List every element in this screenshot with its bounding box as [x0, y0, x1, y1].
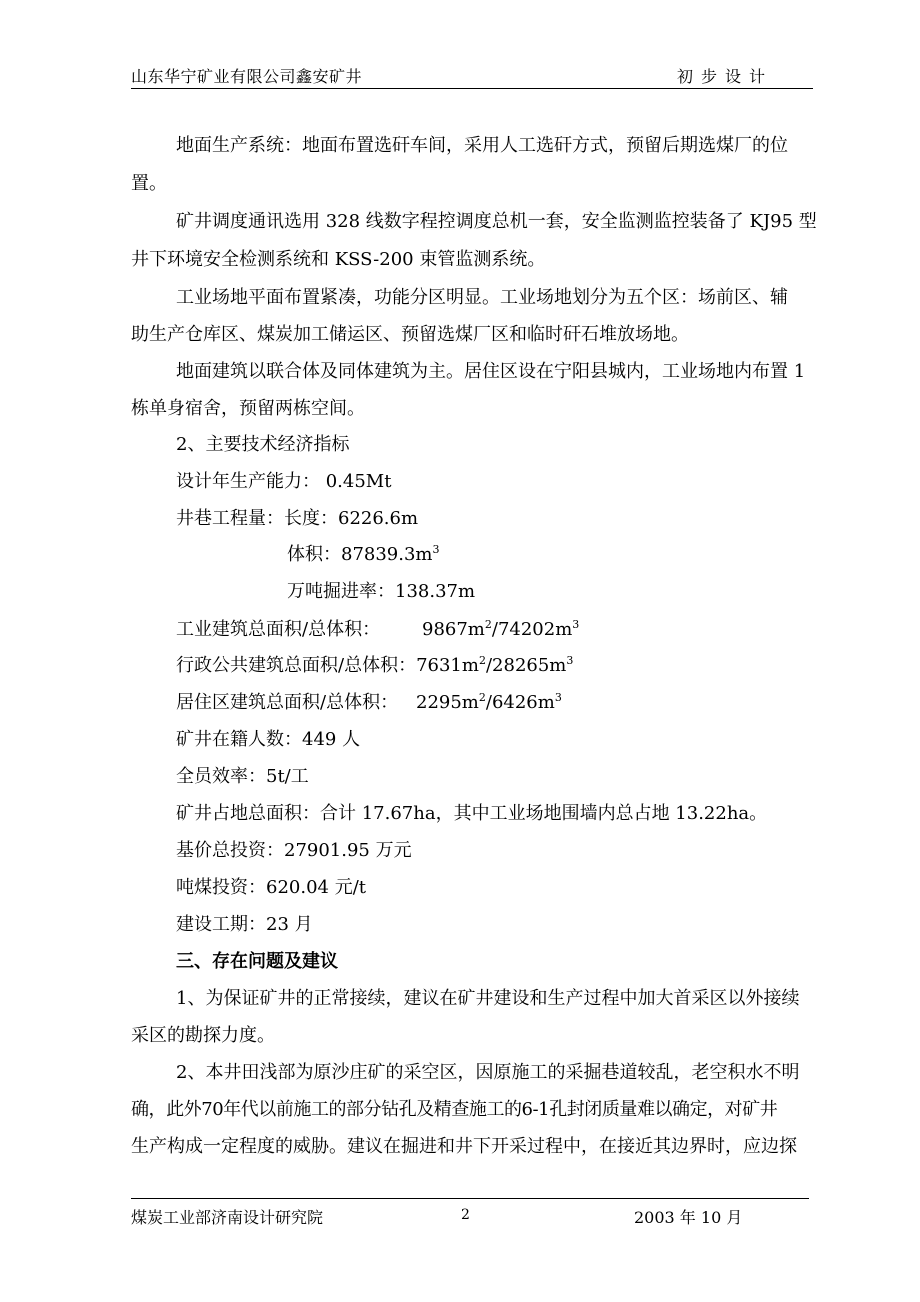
unit-superscript: 3 [572, 618, 580, 631]
indicator-staff: 矿井在籍人数：449 人 [176, 729, 361, 750]
paragraph-line: 采区的勘探力度。 [131, 1025, 275, 1046]
page-number: 2 [461, 1207, 470, 1223]
paragraph-line: 井下环境安全检测系统和 KSS-200 束管监测系统。 [131, 249, 546, 270]
indicator-label: 工业建筑总面积/总体积： [176, 619, 381, 640]
indicator-period: 建设工期：23 月 [176, 914, 313, 935]
page-footer [131, 1198, 809, 1229]
value-area: 9867m [422, 619, 485, 640]
section-heading: 2、主要技术经济指标 [176, 434, 350, 455]
unit-superscript: 2 [478, 654, 486, 667]
value-volume: /74202m [491, 619, 573, 640]
unit-superscript: 2 [478, 691, 486, 704]
indicator-industrial-value [422, 618, 579, 642]
indicator-tunnel-rate: 万吨掘进率：138.37m [287, 581, 476, 602]
header-doc-type: 初步设计 [676, 67, 773, 86]
paragraph-line: 1、为保证矿井的正常接续，建议在矿井建设和生产过程中加大首采区以外接续 [176, 988, 800, 1009]
paragraph-line: 确，此外70年代以前施工的部分钻孔及精查施工的6-1孔封闭质量难以确定，对矿井 [131, 1099, 778, 1120]
indicator-ton-investment: 吨煤投资：620.04 元/t [176, 877, 367, 898]
indicator-tunnel-volume [287, 543, 440, 567]
indicator-land: 矿井占地总面积：合计 17.67ha，其中工业场地围墙内总占地 13.22ha。 [176, 803, 768, 824]
paragraph-line: 地面建筑以联合体及同体建筑为主。居住区设在宁阳县城内，工业场地内布置 1 [176, 361, 806, 382]
value-volume: /6426m [485, 692, 555, 713]
indicator-residential-buildings [176, 691, 398, 715]
page-header [131, 62, 813, 89]
unit-superscript: 2 [484, 618, 492, 631]
indicator-industrial-buildings [176, 618, 380, 642]
paragraph-line: 矿井调度通讯选用 328 线数字程控调度总机一套，安全监测监控装备了 KJ95 型 [176, 211, 817, 232]
indicator-capacity: 设计年生产能力： 0.45Mt [176, 471, 392, 492]
paragraph-line: 生产构成一定程度的威胁。建议在掘进和井下开采过程中，在接近其边界时，应边探 [131, 1136, 797, 1157]
unit-superscript: 3 [566, 654, 574, 667]
value-area: 2295m [416, 692, 479, 713]
paragraph-line: 地面生产系统：地面布置选矸车间，采用人工选矸方式，预留后期选煤厂的位 [176, 135, 788, 156]
indicator-label: 居住区建筑总面积/总体积： [176, 692, 399, 713]
paragraph-line: 栋单身宿舍，预留两栋空间。 [131, 398, 365, 419]
unit-superscript: 3 [432, 543, 440, 556]
header-company: 山东华宁矿业有限公司鑫安矿井 [131, 67, 363, 86]
paragraph-line: 置。 [131, 173, 167, 194]
value-area: 7631m [416, 655, 479, 676]
section-heading: 三、存在问题及建议 [176, 951, 338, 972]
footer-institute: 煤炭工业部济南设计研究院 [131, 1208, 324, 1227]
indicator-label: 行政公共建筑总面积/总体积： [176, 655, 417, 676]
indicator-tunnel-length: 井巷工程量：长度：6226.6m [176, 508, 419, 529]
tunnel-volume-text: 体积：87839.3m [287, 544, 433, 565]
unit-superscript: 3 [554, 691, 562, 704]
indicator-admin-buildings [176, 654, 573, 678]
value-volume: /28265m [485, 655, 567, 676]
indicator-residential-value [416, 691, 562, 715]
indicator-investment: 基价总投资：27901.95 万元 [176, 840, 412, 861]
indicator-efficiency: 全员效率：5t/工 [176, 766, 309, 787]
footer-date: 2003 年 10 月 [634, 1208, 743, 1227]
paragraph-line: 助生产仓库区、煤炭加工储运区、预留选煤厂区和临时矸石堆放场地。 [131, 324, 689, 345]
paragraph-line: 2、本井田浅部为原沙庄矿的采空区，因原施工的采掘巷道较乱，老空积水不明 [176, 1062, 800, 1083]
paragraph-line: 工业场地平面布置紧凑，功能分区明显。工业场地划分为五个区：场前区、辅 [176, 287, 788, 308]
